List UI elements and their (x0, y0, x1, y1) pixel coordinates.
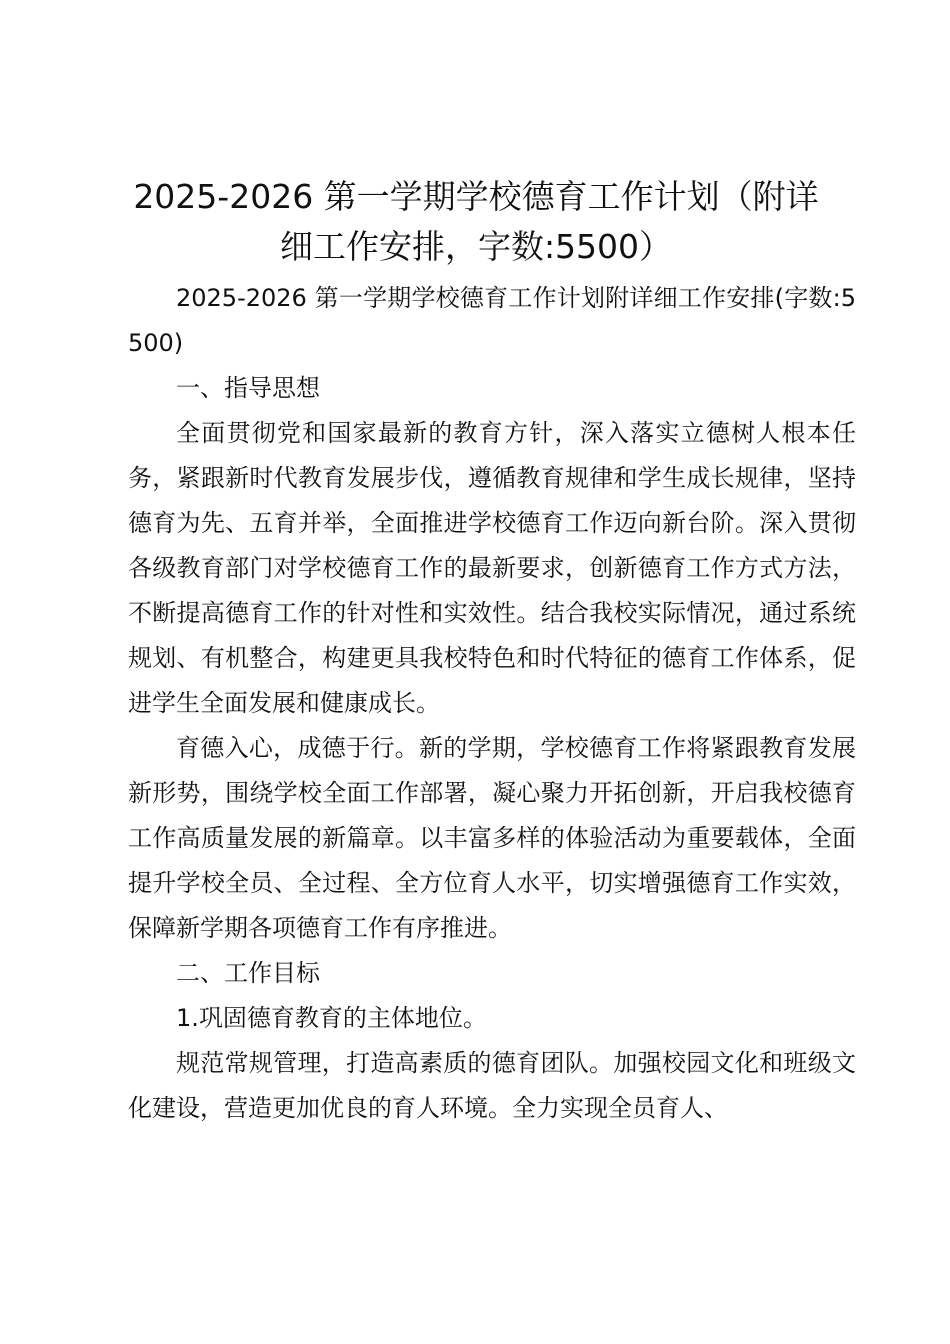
document-subtitle: 2025-2026 第一学期学校德育工作计划附详细工作安排(字数:5500) (128, 284, 856, 357)
section-heading-guiding-ideology: 一、指导思想 (176, 374, 320, 402)
goal-item-1: 1.巩固德育教育的主体地位。 (176, 1004, 487, 1032)
paragraph-guiding-ideology-2: 育德入心，成德于行。新的学期，学校德育工作将紧跟教育发展新形势，围绕学校全面工作部署，凝心聚力开拓创新，开启我校德育工作高质量发展的新篇章。以丰富多样的体验活动为重要载体，全面提升学校全员、全过程、全方位育人水平，切实增强德育工作实效，保障新学期各项德育工作有序推进。 (128, 734, 856, 942)
paragraph-goal-1-detail: 规范常规管理，打造高素质的德育团队。加强校园文化和班级文化建设，营造更加优良的育人环境。全力实现全员育人、 (128, 1049, 856, 1122)
paragraph-guiding-ideology-1: 全面贯彻党和国家最新的教育方针，深入落实立德树人根本任务，紧跟新时代教育发展步伐，遵循教育规律和学生成长规律，坚持德育为先、五育并举，全面推进学校德育工作迈向新台阶。深入贯彻各级教育部门对学校德育工作的最新要求，创新德育工作方式方法，不断提高德育工作的针对性和实效性。结合我校实际情况，通过系统规划、有机整合，构建更具我校特色和时代特征的德育工作体系，促进学生全面发展和健康成长。 (128, 419, 856, 717)
document-body (128, 276, 856, 1131)
section-heading-work-goals: 二、工作目标 (176, 959, 320, 987)
document-title: 2025-2026 第一学期学校德育工作计划（附详细工作安排，字数:5500） (133, 177, 819, 266)
